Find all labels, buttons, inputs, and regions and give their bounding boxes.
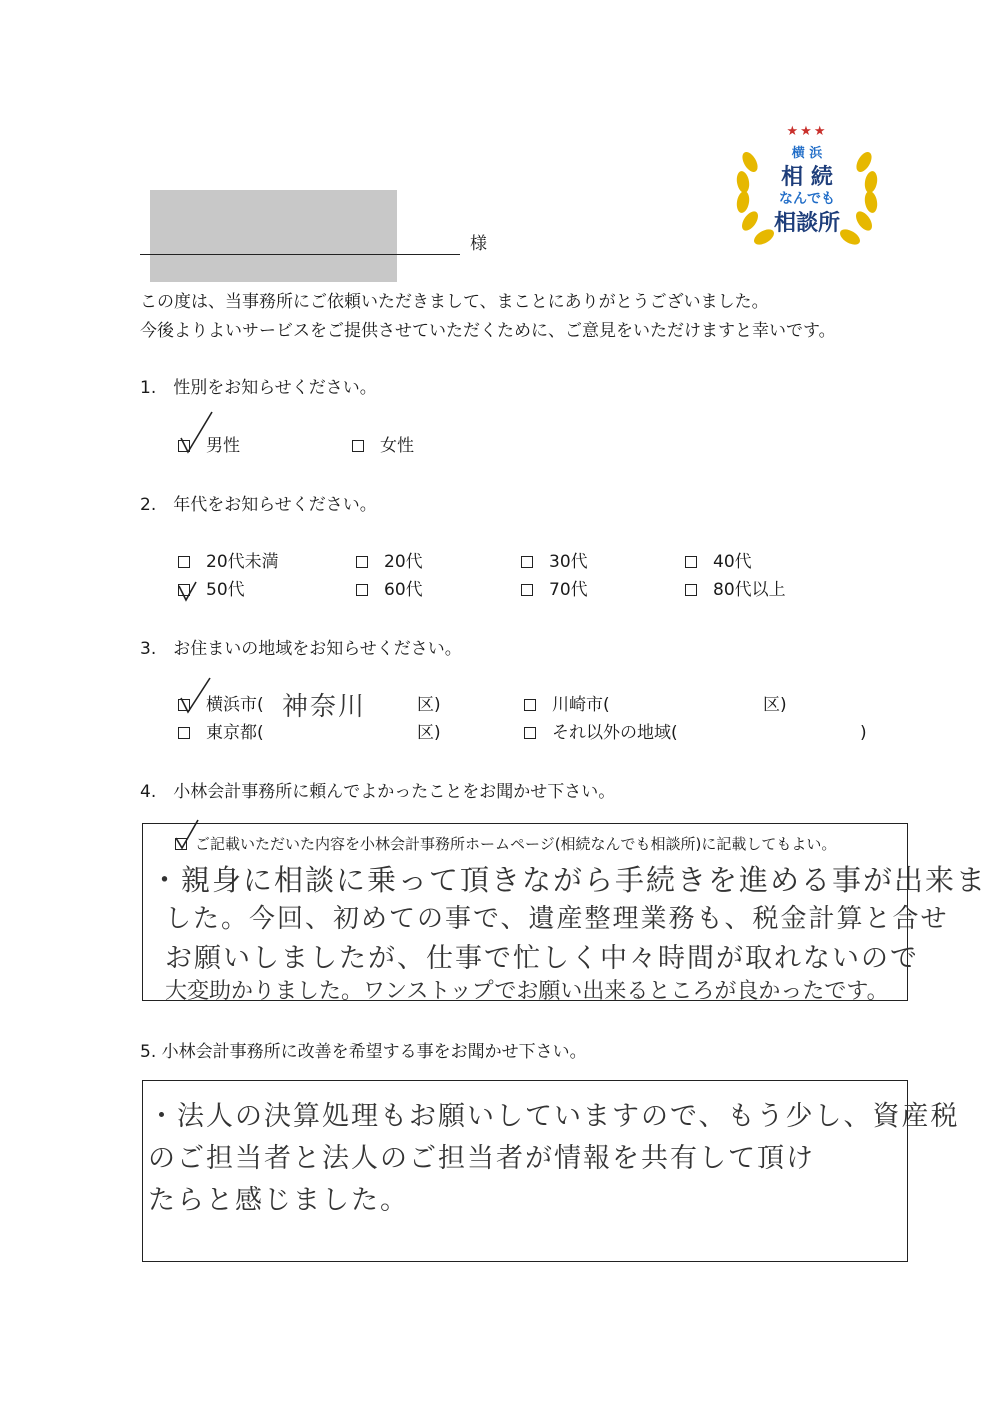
checkbox[interactable] <box>521 584 533 596</box>
logo-top: 横 浜 <box>791 146 823 161</box>
option-label: 70代 <box>549 580 588 600</box>
q3-ku-label: 区) <box>417 723 441 743</box>
checkbox[interactable] <box>524 727 536 739</box>
q4-title: 4. 小林会計事務所に頼んでよかったことをお聞かせ下さい。 <box>140 782 616 802</box>
q2-option[interactable] <box>521 554 588 571</box>
checkbox[interactable] <box>178 556 190 568</box>
logo-line2: なんでも <box>779 191 835 207</box>
checkbox[interactable] <box>685 584 697 596</box>
q3-ku-label: 区) <box>417 695 441 715</box>
checkbox[interactable] <box>685 556 697 568</box>
checkmark-icon <box>176 676 216 716</box>
q4-handwritten-line: ・親身に相談に乗って頂きながら手続きを進める事が出来ま <box>150 863 988 897</box>
checkbox[interactable] <box>356 584 368 596</box>
q1-title: 1. 性別をお知らせください。 <box>140 378 377 398</box>
option-label: 30代 <box>549 552 588 572</box>
q1-option-female[interactable] <box>352 438 414 455</box>
q2-option[interactable] <box>178 554 279 571</box>
recipient-honorific: 様 <box>470 234 487 254</box>
recipient-redaction <box>150 190 397 282</box>
option-label: 40代 <box>713 552 752 572</box>
logo <box>732 122 882 260</box>
checkbox[interactable] <box>521 556 533 568</box>
option-label: 横浜市( <box>206 695 264 715</box>
checkbox[interactable] <box>352 440 364 452</box>
option-label: それ以外の地域( <box>552 723 678 743</box>
q3-option-other[interactable] <box>524 725 678 742</box>
checkmark-icon <box>176 578 202 604</box>
checkbox[interactable] <box>178 727 190 739</box>
q5-handwritten-line: のご担当者と法人のご担当者が情報を共有して頂け <box>148 1143 815 1174</box>
consent-label: ご記載いただいた内容を小林会計事務所ホームページ(相続なんでも相談所)に記載してもよい。 <box>195 835 837 853</box>
q4-handwritten-line: した。今回、初めての事で、遺産整理業務も、税金計算と合せ <box>165 904 949 934</box>
option-label: 男性 <box>206 436 240 456</box>
checkbox[interactable] <box>524 699 536 711</box>
q2-option[interactable] <box>521 582 588 599</box>
option-label: 川崎市( <box>552 695 610 715</box>
logo-line1: 相 続 <box>781 165 833 190</box>
logo-stars: ★★★ <box>786 124 828 139</box>
q3-option-tokyo[interactable] <box>178 725 264 742</box>
option-label: 60代 <box>384 580 423 600</box>
q2-option[interactable] <box>685 582 786 599</box>
checkmark-icon <box>176 410 216 455</box>
checkbox[interactable] <box>356 556 368 568</box>
q4-handwritten-line: 大変助かりました。ワンストップでお願い出来るところが良かったです。 <box>165 979 889 1004</box>
q2-option[interactable] <box>356 554 423 571</box>
q2-option[interactable] <box>685 554 752 571</box>
q4-consent[interactable] <box>175 833 836 854</box>
q3-title: 3. お住まいの地域をお知らせください。 <box>140 639 462 659</box>
option-label: 80代以上 <box>713 580 786 600</box>
option-label: 東京都( <box>206 723 264 743</box>
q3-close-paren: ) <box>860 723 867 743</box>
q4-handwritten-line: お願いしましたが、仕事で忙しく中々時間が取れないので <box>165 943 919 974</box>
q3-option-kawasaki[interactable] <box>524 697 610 714</box>
intro-line-1: この度は、当事務所にご依頼いただきまして、まことにありがとうございました。 <box>140 292 769 312</box>
intro-line-2: 今後よりよいサービスをご提供させていただくために、ご意見をいただけますと幸いです。 <box>140 321 836 341</box>
q5-handwritten-line: たらと感じました。 <box>148 1185 409 1216</box>
option-label: 20代 <box>384 552 423 572</box>
option-label: 女性 <box>380 436 414 456</box>
q3-ku-label: 区) <box>763 695 787 715</box>
recipient-underline <box>140 254 460 255</box>
q2-title: 2. 年代をお知らせください。 <box>140 495 377 515</box>
logo-line3: 相談所 <box>773 211 840 236</box>
option-label: 20代未満 <box>206 552 279 572</box>
checkmark-icon <box>172 818 202 852</box>
q2-option[interactable] <box>356 582 423 599</box>
q5-title: 5. 小林会計事務所に改善を希望する事をお聞かせ下さい。 <box>140 1042 587 1062</box>
option-label: 50代 <box>206 580 245 600</box>
q5-handwritten-line: ・法人の決算処理もお願いしていますので、もう少し、資産税 <box>148 1101 960 1132</box>
yokohama-handwritten-ward: 神奈川 <box>282 692 367 722</box>
